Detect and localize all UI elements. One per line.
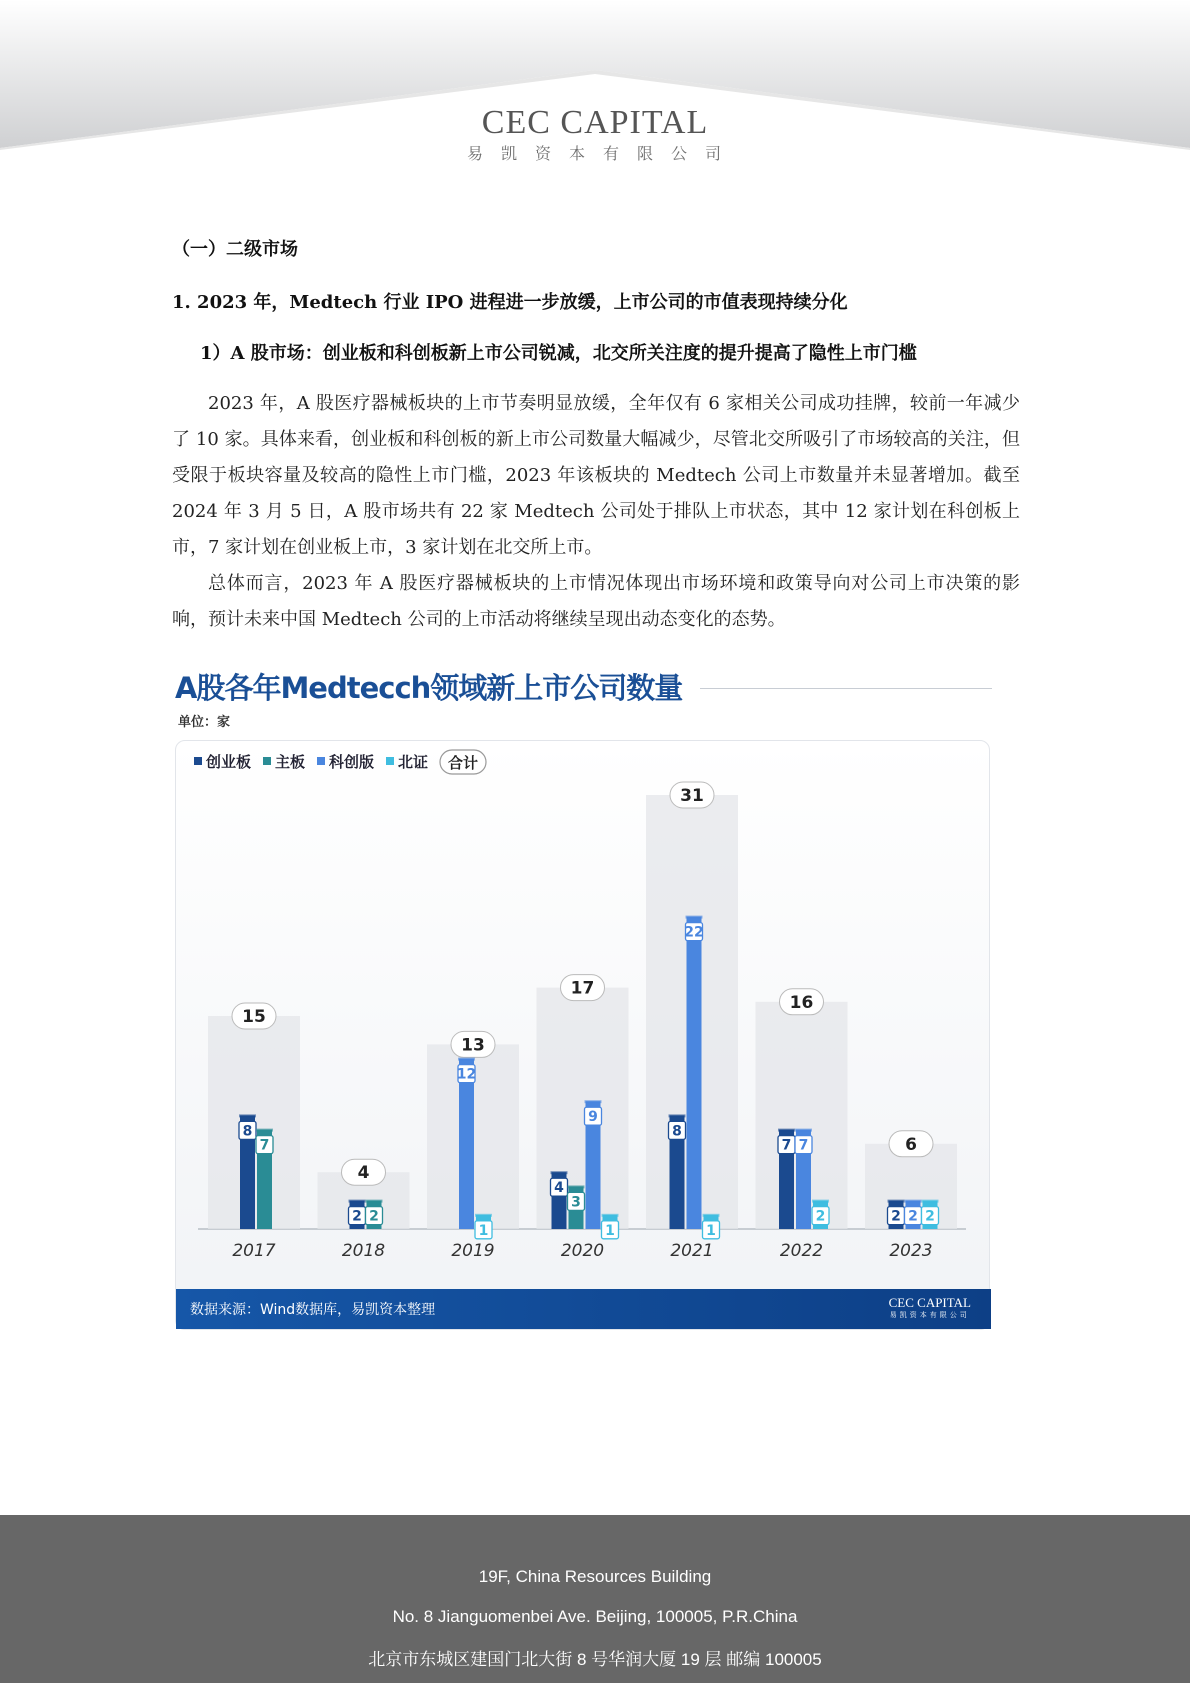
bar-value-label: 9	[588, 1109, 598, 1126]
footer-address-line-2: No. 8 Jianguomenbei Ave. Beijing, 100005, P.R.China	[392, 1607, 798, 1626]
chart-source-text: 数据来源：Wind数据库，易凯资本整理	[190, 1302, 436, 1318]
footer-address-line-1: 19F, China Resources Building	[478, 1567, 712, 1586]
bar-cap	[551, 1171, 568, 1174]
legend-label-0: 创业板	[206, 753, 252, 771]
bar-value-label: 8	[672, 1123, 682, 1140]
legend-label-2: 科创版	[329, 753, 375, 771]
footer-address-line-3: 北京市东城区建国门北大街 8 号华润大厦 19 层 邮编 100005	[368, 1650, 822, 1669]
bar-cap	[686, 916, 703, 919]
bar-value-label: 7	[781, 1137, 792, 1154]
legend-swatch-0	[194, 757, 202, 765]
bar-cap	[256, 1129, 273, 1132]
bar-value-label: 1	[706, 1222, 716, 1239]
brand-logo-chinese: 易凯资本有限公司	[466, 144, 739, 163]
total-value-label: 4	[357, 1163, 370, 1184]
x-tick-label: 2023	[889, 1241, 933, 1261]
bar-cap	[366, 1200, 383, 1203]
x-tick-label: 2020	[560, 1241, 605, 1261]
bar-cap	[669, 1114, 686, 1117]
page-header	[0, 0, 1190, 180]
paragraph-2: 总体而言，2023 年 A 股医疗器械板块的上市情况体现出市场环境和政策导向对公司上市决策的影响，预计未来中国 Medtech 公司的上市活动将继续呈现出动态变化的态势。	[172, 573, 1020, 630]
bar-value-label: 7	[798, 1137, 809, 1154]
bar-cap	[795, 1129, 812, 1132]
bar-科创版	[687, 917, 702, 1229]
chart-unit: 单位：家	[178, 715, 231, 730]
bar-value-label: 1	[605, 1222, 615, 1239]
bar-value-label: 12	[456, 1066, 477, 1083]
legend-label-1: 主板	[275, 753, 306, 771]
bar-cap	[922, 1200, 939, 1203]
total-value-label: 31	[680, 786, 704, 806]
brand-logo	[0, 104, 1190, 142]
chart-card	[175, 740, 990, 1330]
bar-value-label: 7	[259, 1137, 270, 1154]
bar-科创版	[456, 1059, 477, 1229]
section-heading: （一）二级市场	[172, 239, 298, 260]
bar-value-label: 3	[571, 1194, 581, 1211]
chart-logo-subtext: 易凯资本有限公司	[889, 1311, 970, 1319]
bar-value-label: 2	[352, 1208, 362, 1225]
bar-cap	[905, 1200, 922, 1203]
bar-cap	[778, 1129, 795, 1132]
legend-swatch-2	[317, 757, 325, 765]
legend-swatch-3	[386, 757, 394, 765]
brand-logo-text: CEC CAPITAL	[481, 104, 709, 141]
chart-title: A股各年Medtecch领域新上市公司数量	[175, 671, 683, 705]
chart-logo-text: CEC CAPITAL	[888, 1295, 971, 1310]
x-tick-label: 2021	[670, 1241, 714, 1261]
x-tick-label: 2018	[341, 1241, 386, 1261]
legend-swatch-1	[263, 757, 271, 765]
x-tick-label: 2019	[451, 1241, 495, 1261]
total-value-label: 15	[242, 1007, 266, 1027]
bar-cap	[703, 1214, 720, 1217]
bar-value-label: 2	[908, 1208, 918, 1225]
chart-title-rule	[700, 688, 992, 689]
bar-value-label: 4	[554, 1180, 564, 1197]
bar-value-label: 2	[815, 1208, 826, 1225]
total-value-label: 16	[789, 992, 814, 1013]
total-value-label: 13	[461, 1035, 485, 1056]
bar-value-label: 8	[242, 1123, 253, 1140]
bar-value-label: 2	[369, 1208, 379, 1225]
legend-total-label: 合计	[447, 754, 479, 772]
paragraph-1: 2023 年，A 股医疗器械板块的上市节奏明显放缓，全年仅有 6 家相关公司成功挂牌，较前一年减少了 10 家。具体来看，创业板和科创板的新上市公司数量大幅减少，尽管北交所吸引了市场较高的关注，但受限于板块容量及较高的隐性上市门槛，2023 年该板块的 Medtech 公司上市数量并未显著增加。截至 2024 年 3 月 5 日，A 股市场共有 22 家 Medtech 公司处于排队上市状态，其中 12 家计划在科创板上市，7 家计划在创业板上市，3 家计划在北交所上市。	[172, 393, 1020, 558]
section-subtitle: 1）A 股市场：创业板和科创板新上市公司锐减，北交所关注度的提升提高了隐性上市门槛	[200, 343, 917, 364]
bar-value-label: 22	[684, 924, 704, 941]
chart-source-bar	[176, 1289, 991, 1329]
bar-cap	[475, 1214, 492, 1217]
bar-value-label: 2	[891, 1208, 901, 1225]
bar-cap	[568, 1185, 585, 1188]
bar-cap	[349, 1200, 366, 1203]
bar-cap	[888, 1200, 905, 1203]
total-value-label: 6	[905, 1134, 917, 1155]
total-value-label: 17	[570, 978, 595, 999]
x-tick-label: 2017	[232, 1241, 276, 1261]
legend-label-3: 北证	[398, 753, 429, 771]
bar-value-label: 1	[478, 1222, 489, 1239]
section-title: 1. 2023 年，Medtech 行业 IPO 进程进一步放缓，上市公司的市值表现持续分化	[172, 292, 848, 313]
bar-chart	[176, 741, 991, 1291]
page-footer	[0, 1515, 1190, 1683]
bar-cap	[812, 1200, 829, 1203]
chart-source-logo	[889, 1297, 971, 1321]
bar-cap	[458, 1058, 475, 1061]
bar-cap	[585, 1100, 602, 1103]
x-tick-label: 2022	[779, 1241, 824, 1261]
bar-cap	[239, 1114, 256, 1117]
bar-cap	[602, 1214, 619, 1217]
bar-value-label: 2	[925, 1208, 935, 1225]
